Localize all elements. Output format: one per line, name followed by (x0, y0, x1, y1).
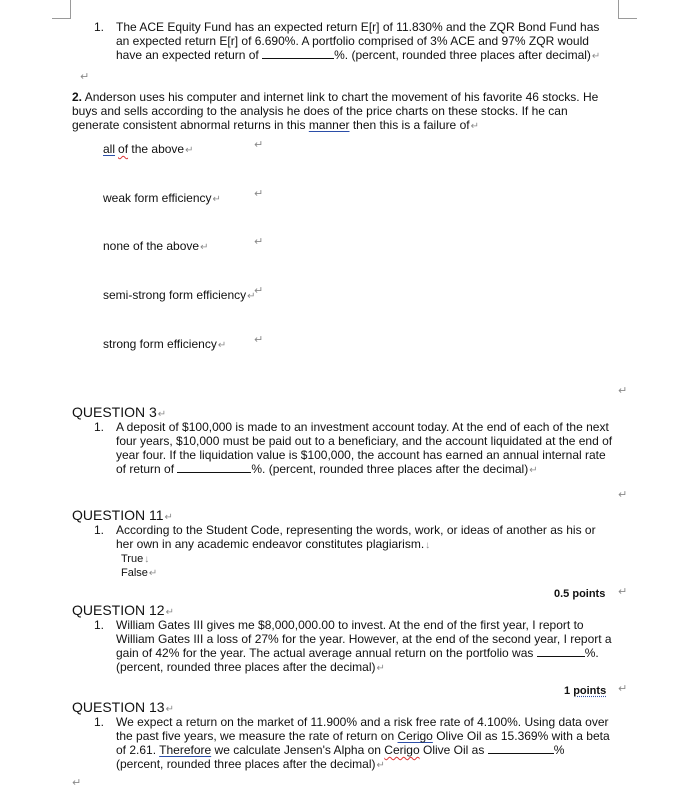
paragraph-mark: ↵ (254, 188, 264, 200)
crop-mark-top-left (52, 0, 71, 19)
q3-line4-pre: of return of (116, 462, 175, 476)
paragraph-mark: ↵ (247, 291, 256, 302)
q2-option-strong-form[interactable] (103, 337, 226, 353)
q11-option-false[interactable] (121, 566, 157, 581)
q13-line3-pre: of 2.61. (116, 743, 157, 757)
q13-heading-text: QUESTION 13 (72, 699, 165, 715)
paragraph-mark: ↵ (618, 385, 628, 397)
q13-line3-end: % (553, 743, 565, 757)
q1-number: 1. (94, 20, 105, 34)
q2-line3-pre: generate consistent abnormal returns in this (72, 118, 306, 132)
paragraph-mark: ↵ (165, 607, 174, 618)
q12-heading-text: QUESTION 12 (72, 602, 165, 618)
q2-line3 (72, 118, 479, 134)
paragraph-mark: ↵ (212, 194, 221, 205)
q12-points: 0.5 points (554, 588, 606, 600)
q2-line1-text: Anderson uses his computer and internet link to chart the movement of his favorite 46 stocks. He (84, 90, 599, 104)
paragraph-mark: ↵ (618, 489, 628, 501)
q3-line4-post: %. (percent, rounded three places after the decimal) (251, 462, 529, 476)
q2-option-a-word1: all (103, 142, 116, 156)
paragraph-mark: ↵ (254, 139, 264, 151)
q13-line3-mid: we calculate Jensen's Alpha on (214, 743, 381, 757)
q12-line4 (116, 660, 385, 676)
q13-points-word: points (573, 685, 607, 697)
q3-line2: four years, $10,000 must be paid out to a beneficiary, and the account liquidated at the end of (116, 434, 613, 448)
q1-answer-blank[interactable] (262, 48, 334, 59)
q3-heading-text: QUESTION 3 (72, 404, 157, 420)
q2-manner-word: manner (308, 118, 350, 132)
q13-line2 (116, 729, 610, 743)
q3-line1: A deposit of $100,000 is made to an investment account today. At the end of each of the next (116, 420, 609, 434)
paragraph-mark: ↵ (157, 409, 167, 420)
q1-line1: The ACE Equity Fund has an expected return E[r] of 11.830% and the ZQR Bond Fund has (116, 20, 600, 34)
paragraph-mark: ↵ (72, 777, 82, 789)
paragraph-mark: ↵ (529, 465, 538, 476)
paragraph-mark: ↵ (591, 51, 601, 62)
line-break-mark: ↓ (144, 554, 150, 565)
q1-line3 (116, 48, 600, 64)
paragraph-mark: ↵ (217, 340, 227, 351)
q3-line3: year four. If the liquidation value is $100,000, the account has earned an annual internal rate (116, 448, 606, 462)
paragraph-mark: ↵ (618, 586, 628, 598)
q12-line4-text: (percent, rounded three places after the decimal) (116, 660, 376, 674)
q2-option-a-rest: the above (131, 142, 185, 156)
q11-option-true[interactable] (121, 552, 149, 567)
q2-option-c-label: none of the above (103, 239, 200, 253)
q3-line4 (116, 462, 538, 478)
q1-line3-pre: have an expected return of (116, 48, 259, 62)
q12-number: 1. (94, 618, 105, 632)
paragraph-mark: ↵ (148, 568, 158, 579)
q12-line2: William Gates III a loss of 27% for the year. However, at the end of the second year, I report a (116, 632, 612, 646)
q11-true-label: True (121, 553, 144, 565)
q2-line2: buys and sells according to the analysis he does of the price charts on these stocks. If he can (72, 104, 568, 118)
q13-line3-post: Olive Oil as (422, 743, 485, 757)
q2-option-b-label: weak form efficiency (103, 191, 212, 205)
q13-therefore-word: Therefore (159, 743, 212, 757)
paragraph-mark: ↵ (165, 704, 174, 715)
q2-option-a-word2: of (118, 142, 129, 156)
q13-answer-blank[interactable] (488, 743, 554, 754)
q11-line2 (116, 537, 430, 553)
paragraph-mark: ↵ (470, 121, 479, 132)
q13-line3 (116, 743, 564, 757)
q12-line3 (116, 646, 599, 660)
paragraph-mark: ↵ (376, 663, 385, 674)
q12-line1: William Gates III gives me $8,000,000.00 to invest. At the end of the first year, I report to (116, 618, 584, 632)
paragraph-mark: ↵ (618, 683, 628, 695)
q1-line3-post: %. (percent, rounded three places after decimal) (334, 48, 591, 62)
q2-option-semi-strong-form[interactable] (103, 288, 256, 304)
q2-option-weak-form[interactable] (103, 191, 221, 207)
paragraph-mark: ↵ (254, 334, 264, 346)
q2-number: 2. (72, 90, 83, 104)
paragraph-mark: ↵ (376, 760, 385, 771)
q11-number: 1. (94, 523, 105, 537)
paragraph-mark: ↵ (80, 71, 90, 83)
q13-points-number: 1 (564, 685, 571, 697)
q3-answer-blank[interactable] (177, 462, 251, 473)
q2-option-none-of-the-above[interactable] (103, 239, 208, 255)
q12-answer-blank[interactable] (537, 646, 585, 657)
q11-false-label: False (121, 567, 148, 579)
q11-line2-text: her own in any academic endeavor constitutes plagiarism. (116, 537, 425, 551)
q2-line1 (72, 90, 598, 104)
q13-number: 1. (94, 715, 105, 729)
q13-line4 (116, 757, 385, 773)
paragraph-mark: ↵ (254, 236, 264, 248)
q13-line2-post: Olive Oil as 15.369% with a beta (436, 729, 610, 743)
q1-line2: an expected return E[r] of 6.690%. A portfolio comprised of 3% ACE and 97% ZQR would (116, 34, 589, 48)
paragraph-mark: ↵ (185, 145, 194, 156)
q2-option-all-of-the-above[interactable] (103, 142, 193, 158)
q2-option-d-label: semi-strong form efficiency (103, 288, 247, 302)
q13-cerigo-word: Cerigo (397, 729, 433, 743)
q12-line3-pre: gain of 42% for the year. The actual average annual return on the portfolio was (116, 646, 534, 660)
paragraph-mark: ↵ (200, 242, 209, 253)
q3-number: 1. (94, 420, 105, 434)
q11-heading-text: QUESTION 11 (72, 507, 164, 523)
q12-line3-post: %. (584, 646, 599, 660)
q2-option-e-label: strong form efficiency (103, 337, 217, 351)
q2-line3-post: then this is a failure of (352, 118, 470, 132)
q13-line4-text: (percent, rounded three places after the decimal) (116, 757, 376, 771)
q13-line1: We expect a return on the market of 11.900% and a risk free rate of 4.100%. Using data over (116, 715, 609, 729)
paragraph-mark: ↵ (254, 285, 264, 297)
q13-line2-pre: the past five years, we measure the rate of return on (116, 729, 395, 743)
q13-points (564, 684, 606, 698)
paragraph-mark: ↵ (164, 512, 173, 523)
q11-line1: According to the Student Code, representing the words, work, or ideas of another as his or (116, 523, 596, 537)
crop-mark-top-right (618, 0, 637, 19)
q13-cerigo-word-2: Cerigo (384, 743, 420, 757)
line-break-mark: ↓ (425, 540, 431, 551)
